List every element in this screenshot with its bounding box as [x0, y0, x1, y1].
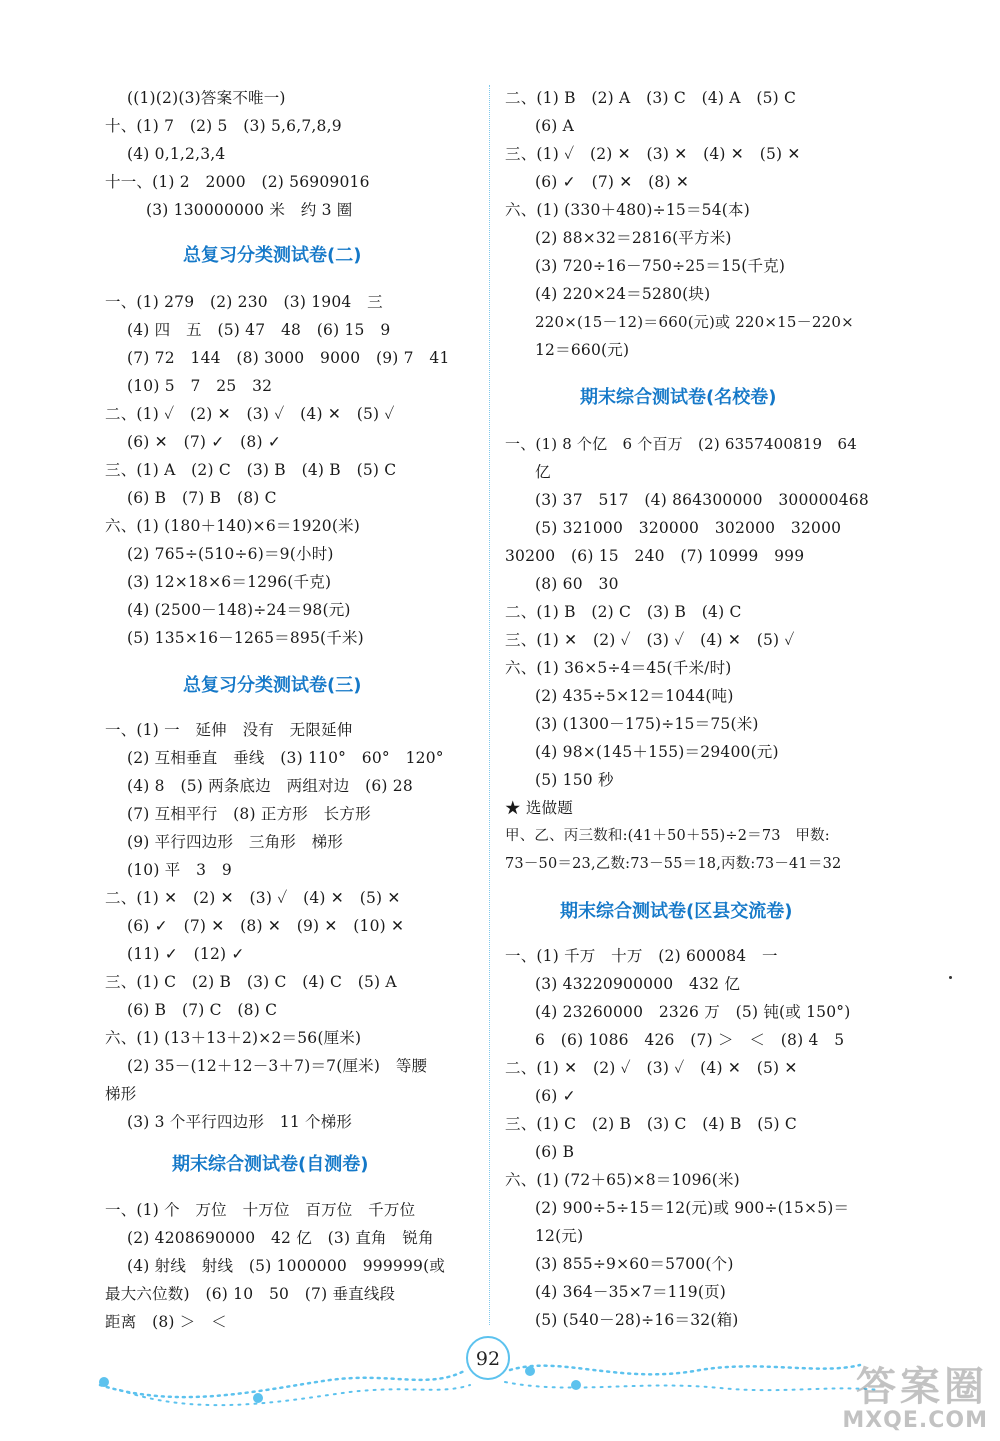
answer-line: 二、(1) ✕ (2) ✕ (3) ✓ (4) ✕ (5) ✕ — [105, 889, 401, 907]
answer-line: 亿 — [535, 463, 551, 481]
answer-line: (11) ✓ (12) ✓ — [127, 945, 245, 963]
answer-line: 二、(1) B (2) A (3) C (4) A (5) C — [505, 89, 797, 107]
answer-line: (4) 0,1,2,3,4 — [127, 145, 226, 163]
answer-line: (10) 平 3 9 — [127, 861, 232, 879]
answer-line: 十、(1) 7 (2) 5 (3) 5,6,7,8,9 — [105, 117, 342, 135]
answer-line: (4) (2500－148)÷24＝98(元) — [127, 601, 351, 619]
watermark — [842, 1365, 988, 1433]
answer-line: (5) 321000 320000 302000 32000 — [535, 519, 842, 537]
answer-line: 二、(1) ✕ (2) ✓ (3) ✓ (4) ✕ (5) ✕ — [505, 1059, 798, 1077]
answer-line: (5) (540－28)÷16＝32(箱) — [535, 1311, 739, 1329]
answer-line: (3) 855÷9×60＝5700(个) — [535, 1255, 734, 1273]
answer-line: 一、(1) 一 延伸 没有 无限延伸 — [105, 721, 353, 739]
answer-line: (3) 130000000 米 约 3 圈 — [146, 201, 353, 219]
answer-line: 一、(1) 279 (2) 230 (3) 1904 三 — [105, 293, 383, 311]
answer-line: 一、(1) 个 万位 十万位 百万位 千万位 — [105, 1201, 416, 1219]
answer-line: (4) 98×(145＋155)＝29400(元) — [535, 743, 779, 761]
answer-line: (7) 72 144 (8) 3000 9000 (9) 7 41 — [127, 349, 450, 367]
answer-line: 甲、乙、丙三数和:(41＋50＋55)÷2＝73 甲数: — [505, 828, 830, 844]
answer-line: (6) ✕ (7) ✓ (8) ✓ — [127, 433, 282, 451]
answer-line: (2) 4208690000 42 亿 (3) 直角 锐角 — [127, 1229, 434, 1247]
answer-line: (8) 60 30 — [535, 575, 619, 593]
answer-line: 六、(1) (72＋65)×8＝1096(米) — [505, 1171, 740, 1189]
answer-line: (6) B (7) B (8) C — [127, 489, 277, 507]
answer-line: (2) 35－(12＋12－3＋7)＝7(厘米) 等腰 — [127, 1057, 428, 1075]
section-heading: 期末综合测试卷(名校卷) — [580, 387, 777, 408]
answer-line: (10) 5 7 25 32 — [127, 377, 273, 395]
answer-line: 最大六位数) (6) 10 50 (7) 垂直线段 — [105, 1285, 396, 1303]
answer-line: 三、(1) ✓ (2) ✕ (3) ✕ (4) ✕ (5) ✕ — [505, 145, 801, 163]
answer-line: (2) 互相垂直 垂线 (3) 110° 60° 120° — [127, 749, 444, 767]
answer-line: 12(元) — [535, 1227, 584, 1245]
answer-line: 二、(1) B (2) C (3) B (4) C — [505, 603, 742, 621]
answer-line: 六、(1) 36×5÷4＝45(千米/时) — [505, 659, 732, 677]
answer-line: 六、(1) (13＋13＋2)×2＝56(厘米) — [105, 1029, 362, 1047]
optional-title: ★ 选做题 — [505, 799, 573, 817]
answer-line: (3) 12×18×6＝1296(千克) — [127, 573, 332, 591]
answer-line: 三、(1) ✕ (2) ✓ (3) ✓ (4) ✕ (5) ✓ — [505, 631, 795, 649]
answer-line: (6) ✓ (7) ✕ (8) ✕ — [535, 173, 690, 191]
answer-line: 六、(1) (180＋140)×6＝1920(米) — [105, 517, 361, 535]
answer-line: (3) 3 个平行四边形 11 个梯形 — [127, 1113, 353, 1131]
answer-line: (3) 720÷16－750÷25＝15(千克) — [535, 257, 786, 275]
answer-line: (2) 435÷5×12＝1044(吨) — [535, 687, 734, 705]
answer-line: (4) 23260000 2326 万 (5) 钝(或 150°) — [535, 1003, 851, 1021]
answer-line: 六、(1) (330＋480)÷15＝54(本) — [505, 201, 750, 219]
stray-dot — [949, 976, 952, 979]
page-number: 92 — [466, 1336, 510, 1380]
answer-line: (7) 互相平行 (8) 正方形 长方形 — [127, 805, 371, 823]
answer-line: (6) B — [535, 1143, 575, 1161]
answer-line: (5) 150 秒 — [535, 771, 614, 789]
answer-line: (4) 220×24＝5280(块) — [535, 285, 711, 303]
watermark-url: MXQE.COM — [842, 1408, 988, 1433]
answer-line: (4) 364－35×7＝119(页) — [535, 1283, 727, 1301]
answer-line: 220×(15－12)＝660(元)或 220×15－220× — [535, 313, 854, 331]
answer-line: 距离 (8) ＞ ＜ — [105, 1313, 227, 1331]
answer-line: (3) 43220900000 432 亿 — [535, 975, 741, 993]
answer-line: (9) 平行四边形 三角形 梯形 — [127, 833, 344, 851]
answer-line: 6 (6) 1086 426 (7) ＞ ＜ (8) 4 5 — [535, 1031, 845, 1049]
answer-line: ((1)(2)(3)答案不唯一) — [127, 89, 286, 107]
answer-line: (4) 射线 射线 (5) 1000000 999999(或 — [127, 1257, 446, 1275]
answer-line: (6) B (7) C (8) C — [127, 1001, 278, 1019]
answer-line: 三、(1) C (2) B (3) C (4) B (5) C — [505, 1115, 797, 1133]
section-heading: 总复习分类测试卷(二) — [183, 245, 362, 266]
answer-line: (3) (1300－175)÷15＝75(米) — [535, 715, 759, 733]
answer-line: 30200 (6) 15 240 (7) 10999 999 — [505, 547, 805, 565]
answer-line: (5) 135×16－1265＝895(千米) — [127, 629, 364, 647]
column-divider — [489, 85, 490, 1325]
answer-line: 三、(1) A (2) C (3) B (4) B (5) C — [105, 461, 397, 479]
answer-line: (6) ✓ (7) ✕ (8) ✕ (9) ✕ (10) ✕ — [127, 917, 405, 935]
answer-line: 一、(1) 8 个亿 6 个百万 (2) 6357400819 64 — [505, 435, 857, 453]
answer-line: (2) 88×32＝2816(平方米) — [535, 229, 732, 247]
answer-line: 二、(1) ✓ (2) ✕ (3) ✓ (4) ✕ (5) ✓ — [105, 405, 395, 423]
answer-line: (4) 四 五 (5) 47 48 (6) 15 9 — [127, 321, 391, 339]
answer-line: (2) 765÷(510÷6)＝9(小时) — [127, 545, 334, 563]
section-heading: 期末综合测试卷(区县交流卷) — [560, 901, 793, 922]
section-heading: 期末综合测试卷(自测卷) — [172, 1154, 369, 1175]
answer-line: 73－50＝23,乙数:73－55＝18,丙数:73－41＝32 — [505, 856, 842, 872]
answer-line: 12＝660(元) — [535, 341, 630, 359]
watermark-logo: 答案圈 — [856, 1364, 988, 1410]
answer-line: 梯形 — [105, 1085, 137, 1103]
answer-line: (6) ✓ — [535, 1087, 576, 1105]
section-heading: 总复习分类测试卷(三) — [183, 675, 362, 696]
answer-line: (2) 900÷5÷15＝12(元)或 900÷(15×5)＝ — [535, 1199, 850, 1217]
answer-line: 一、(1) 千万 十万 (2) 600084 一 — [505, 947, 778, 965]
answer-line: (4) 8 (5) 两条底边 两组对边 (6) 28 — [127, 777, 413, 795]
answer-line: 三、(1) C (2) B (3) C (4) C (5) A — [105, 973, 397, 991]
answer-line: (3) 37 517 (4) 864300000 300000468 — [535, 491, 869, 509]
answer-line: 十一、(1) 2 2000 (2) 56909016 — [105, 173, 370, 191]
answer-line: (6) A — [535, 117, 575, 135]
